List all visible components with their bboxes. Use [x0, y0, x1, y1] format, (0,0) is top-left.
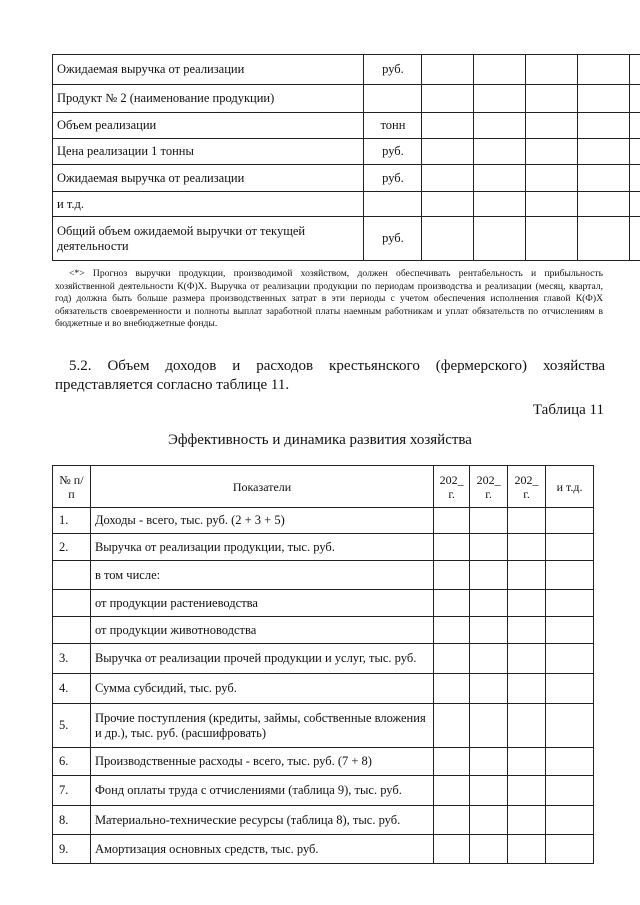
row-label: Выручка от реализации продукции, тыс. руб.	[90, 534, 433, 561]
value-cell	[546, 674, 594, 704]
value-cell	[422, 217, 474, 261]
row-number	[53, 561, 91, 590]
value-cell	[508, 835, 546, 864]
value-cell	[434, 748, 470, 776]
value-cell	[546, 835, 594, 864]
value-cell	[578, 217, 630, 261]
header-num: № п/п	[53, 466, 91, 508]
row-label: Прочие поступления (кредиты, займы, собственные вложения и др.), тыс. руб. (расшифровать)	[90, 704, 433, 748]
value-cell	[508, 776, 546, 806]
header-row	[53, 466, 594, 508]
row-label: Ожидаемая выручка от реализации	[53, 55, 364, 85]
row-number: 2.	[53, 534, 91, 561]
row-unit: руб.	[364, 139, 422, 165]
value-cell	[526, 55, 578, 85]
value-cell	[474, 113, 526, 139]
value-cell	[629, 113, 640, 139]
table-row	[53, 835, 594, 864]
table-row	[53, 704, 594, 748]
value-cell	[508, 561, 546, 590]
table-title: Эффективность и динамика развития хозяйства	[168, 432, 472, 448]
value-cell	[546, 806, 594, 835]
row-label: Доходы - всего, тыс. руб. (2 + 3 + 5)	[90, 508, 433, 534]
value-cell	[546, 561, 594, 590]
row-label: Материально-технические ресурсы (таблица 8), тыс. руб.	[90, 806, 433, 835]
row-number: 5.	[53, 704, 91, 748]
value-cell	[474, 139, 526, 165]
value-cell	[470, 590, 508, 617]
value-cell	[508, 674, 546, 704]
row-label: Выручка от реализации прочей продукции и услуг, тыс. руб.	[90, 644, 433, 674]
value-cell	[508, 806, 546, 835]
value-cell	[470, 508, 508, 534]
table-row	[53, 561, 594, 590]
value-cell	[526, 192, 578, 217]
value-cell	[470, 644, 508, 674]
efficiency-table	[52, 465, 594, 864]
value-cell	[470, 806, 508, 835]
table-row	[53, 217, 640, 261]
value-cell	[474, 55, 526, 85]
value-cell	[470, 674, 508, 704]
value-cell	[546, 644, 594, 674]
value-cell	[546, 590, 594, 617]
value-cell	[508, 617, 546, 644]
table-row	[53, 113, 640, 139]
value-cell	[434, 561, 470, 590]
table-row	[53, 806, 594, 835]
row-label: Амортизация основных средств, тыс. руб.	[90, 835, 433, 864]
row-number: 9.	[53, 835, 91, 864]
value-cell	[422, 55, 474, 85]
table-row	[53, 85, 640, 113]
row-unit: руб.	[364, 165, 422, 192]
value-cell	[629, 55, 640, 85]
value-cell	[546, 776, 594, 806]
value-cell	[508, 508, 546, 534]
value-cell	[470, 835, 508, 864]
value-cell	[508, 748, 546, 776]
row-number	[53, 590, 91, 617]
header-year-1: 202_ г.	[434, 466, 470, 508]
value-cell	[526, 217, 578, 261]
row-number: 6.	[53, 748, 91, 776]
value-cell	[422, 113, 474, 139]
value-cell	[470, 776, 508, 806]
table-row	[53, 644, 594, 674]
table-row	[53, 165, 640, 192]
table-row	[53, 617, 594, 644]
table-row	[53, 55, 640, 85]
value-cell	[526, 113, 578, 139]
value-cell	[578, 139, 630, 165]
row-unit: руб.	[364, 55, 422, 85]
table-row	[53, 534, 594, 561]
table-row	[53, 674, 594, 704]
value-cell	[546, 534, 594, 561]
value-cell	[434, 776, 470, 806]
table-row	[53, 192, 640, 217]
value-cell	[434, 534, 470, 561]
section-paragraph: 5.2. Объем доходов и расходов крестьянского (фермерского) хозяйства представляется согласно таблице 11.	[55, 358, 605, 393]
header-year-3: 202_ г.	[508, 466, 546, 508]
row-unit	[364, 192, 422, 217]
value-cell	[546, 748, 594, 776]
value-cell	[474, 165, 526, 192]
row-number: 1.	[53, 508, 91, 534]
row-label: от продукции растениеводства	[90, 590, 433, 617]
header-year-2: 202_ г.	[470, 466, 508, 508]
header-indicator: Показатели	[90, 466, 433, 508]
table-row	[53, 139, 640, 165]
value-cell	[434, 674, 470, 704]
row-unit: тонн	[364, 113, 422, 139]
value-cell	[578, 192, 630, 217]
value-cell	[629, 139, 640, 165]
value-cell	[526, 139, 578, 165]
value-cell	[629, 165, 640, 192]
row-unit	[364, 85, 422, 113]
revenue-forecast-table	[52, 54, 640, 261]
row-label: Общий объем ожидаемой выручки от текущей деятельности	[53, 217, 364, 261]
value-cell	[422, 192, 474, 217]
row-label: в том числе:	[90, 561, 433, 590]
row-number: 8.	[53, 806, 91, 835]
value-cell	[470, 561, 508, 590]
row-number	[53, 617, 91, 644]
row-unit: руб.	[364, 217, 422, 261]
value-cell	[470, 704, 508, 748]
row-number: 4.	[53, 674, 91, 704]
row-label: и т.д.	[53, 192, 364, 217]
row-label: Фонд оплаты труда с отчислениями (таблица 9), тыс. руб.	[90, 776, 433, 806]
row-label: Производственные расходы - всего, тыс. руб. (7 + 8)	[90, 748, 433, 776]
row-label: Ожидаемая выручка от реализации	[53, 165, 364, 192]
table-row	[53, 590, 594, 617]
value-cell	[474, 85, 526, 113]
value-cell	[434, 617, 470, 644]
value-cell	[422, 165, 474, 192]
value-cell	[422, 85, 474, 113]
value-cell	[546, 704, 594, 748]
value-cell	[578, 113, 630, 139]
value-cell	[508, 644, 546, 674]
value-cell	[508, 590, 546, 617]
row-label: Сумма субсидий, тыс. руб.	[90, 674, 433, 704]
value-cell	[422, 139, 474, 165]
table-label: Таблица 11	[532, 402, 604, 418]
row-label: Продукт № 2 (наименование продукции)	[53, 85, 364, 113]
table-row	[53, 508, 594, 534]
value-cell	[470, 748, 508, 776]
value-cell	[434, 644, 470, 674]
value-cell	[434, 704, 470, 748]
value-cell	[526, 85, 578, 113]
row-label: Цена реализации 1 тонны	[53, 139, 364, 165]
table-row	[53, 748, 594, 776]
row-number: 3.	[53, 644, 91, 674]
value-cell	[508, 534, 546, 561]
value-cell	[434, 508, 470, 534]
value-cell	[546, 508, 594, 534]
value-cell	[526, 165, 578, 192]
row-label: от продукции животноводства	[90, 617, 433, 644]
header-etc: и т.д.	[546, 466, 594, 508]
value-cell	[578, 85, 630, 113]
value-cell	[434, 835, 470, 864]
value-cell	[470, 617, 508, 644]
value-cell	[578, 165, 630, 192]
value-cell	[578, 55, 630, 85]
value-cell	[474, 217, 526, 261]
value-cell	[434, 806, 470, 835]
value-cell	[629, 217, 640, 261]
value-cell	[629, 192, 640, 217]
row-label: Объем реализации	[53, 113, 364, 139]
value-cell	[508, 704, 546, 748]
table-row	[53, 776, 594, 806]
row-number: 7.	[53, 776, 91, 806]
value-cell	[474, 192, 526, 217]
value-cell	[470, 534, 508, 561]
value-cell	[629, 85, 640, 113]
footnote: <*> Прогноз выручки продукции, производимой хозяйством, должен обеспечивать рентабельность и прибыльность хозяйственной деятельности К(Ф)Х. Выручка от реализации продукции по периодам производства и реализации (месяц, квартал, год) должна быть больше размера производственных затрат в эти периоды с учетом обеспечения исполнения главой К(Ф)Х обязательств своевременности и полноты выплат заработной платы наемным работникам и уплат обязательств по отчислениям в бюджетные и во внебюджетные фонды.	[55, 268, 603, 330]
value-cell	[546, 617, 594, 644]
value-cell	[434, 590, 470, 617]
